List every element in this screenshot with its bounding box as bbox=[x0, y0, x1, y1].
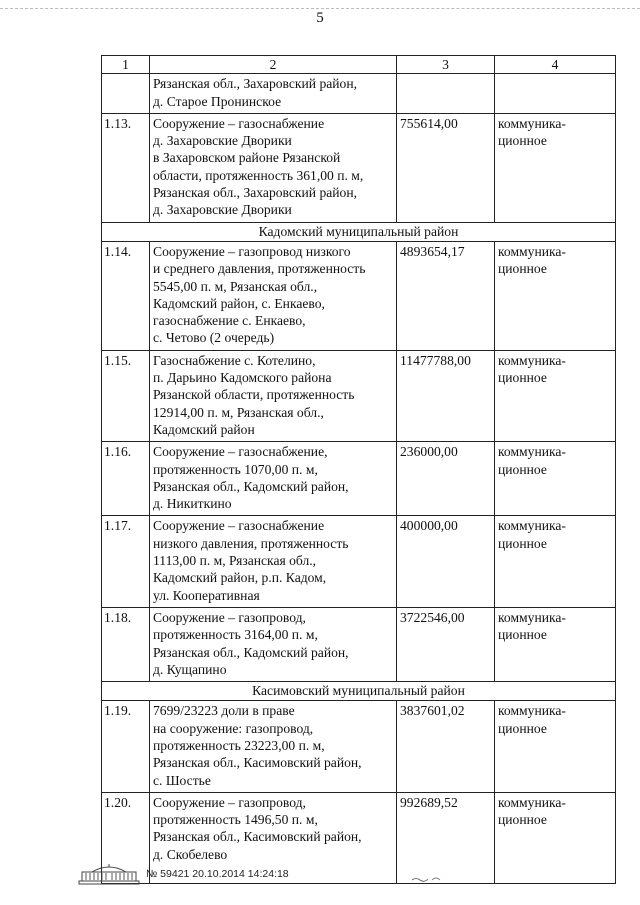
row-number: 1.13. bbox=[102, 113, 150, 222]
section-title: Касимовский муниципальный район bbox=[102, 682, 616, 701]
row-value: 4893654,17 bbox=[397, 241, 495, 350]
section-header-row bbox=[102, 222, 616, 241]
row-description: Сооружение – газопровод, протяженность 1496,50 п. м, Рязанская обл., Касимовский район, д. Скобелево bbox=[150, 792, 397, 883]
column-header: 3 bbox=[397, 56, 495, 74]
row-description: 7699/23223 доли в праве на сооружение: газопровод, протяженность 23223,00 п. м, Рязанская обл., Касимовский район, с. Шостье bbox=[150, 701, 397, 792]
table-row bbox=[102, 74, 616, 114]
table-row bbox=[102, 113, 616, 222]
table-row bbox=[102, 241, 616, 350]
row-value: 3722546,00 bbox=[397, 607, 495, 681]
section-title: Кадомский муниципальный район bbox=[102, 222, 616, 241]
row-description: Сооружение – газопровод низкого и среднего давления, протяженность 5545,00 п. м, Рязанская обл., Кадомский район, с. Енкаево, газоснабжение с. Енкаево, с. Четово (2 очередь) bbox=[150, 241, 397, 350]
page-number: 5 bbox=[316, 10, 324, 26]
row-type: коммуника- ционное bbox=[495, 516, 616, 607]
page-top-rule bbox=[0, 8, 640, 9]
row-type: коммуника- ционное bbox=[495, 113, 616, 222]
government-building-icon bbox=[78, 862, 140, 886]
table-row bbox=[102, 701, 616, 792]
row-value: 400000,00 bbox=[397, 516, 495, 607]
row-number: 1.15. bbox=[102, 350, 150, 441]
row-value: 236000,00 bbox=[397, 442, 495, 516]
row-number: 1.17. bbox=[102, 516, 150, 607]
row-type: коммуника- ционное bbox=[495, 442, 616, 516]
row-type: коммуника- ционное bbox=[495, 241, 616, 350]
table-row bbox=[102, 516, 616, 607]
row-value: 11477788,00 bbox=[397, 350, 495, 441]
row-number: 1.18. bbox=[102, 607, 150, 681]
row-number: 1.20. bbox=[102, 792, 150, 883]
row-value: 992689,52 bbox=[397, 792, 495, 883]
row-type: коммуника- ционное bbox=[495, 350, 616, 441]
row-number: 1.19. bbox=[102, 701, 150, 792]
column-header: 1 bbox=[102, 56, 150, 74]
row-number bbox=[102, 74, 150, 114]
row-type: коммуника- ционное bbox=[495, 701, 616, 792]
column-header: 4 bbox=[495, 56, 616, 74]
row-value bbox=[397, 74, 495, 114]
row-number: 1.16. bbox=[102, 442, 150, 516]
row-description: Сооружение – газопровод, протяженность 3164,00 п. м, Рязанская обл., Кадомский район, д. Кущапино bbox=[150, 607, 397, 681]
row-value: 755614,00 bbox=[397, 113, 495, 222]
row-description: Сооружение – газоснабжение низкого давления, протяженность 1113,00 п. м, Рязанская обл., Кадомский район, р.п. Кадом, ул. Кооперативная bbox=[150, 516, 397, 607]
table-row bbox=[102, 442, 616, 516]
row-type: коммуника- ционное bbox=[495, 792, 616, 883]
row-description: Сооружение – газоснабжение д. Захаровские Дворики в Захаровском районе Рязанской области, протяженность 361,00 п. м, Рязанская обл., Захаровский район, д. Захаровские Дворики bbox=[150, 113, 397, 222]
property-table bbox=[101, 55, 616, 884]
row-number: 1.14. bbox=[102, 241, 150, 350]
table-header-row bbox=[102, 56, 616, 74]
row-value: 3837601,02 bbox=[397, 701, 495, 792]
handwritten-mark bbox=[410, 874, 446, 884]
row-description: Газоснабжение с. Котелино, п. Дарьино Кадомского района Рязанской области, протяженность 12914,00 п. м, Рязанская обл., Кадомский район bbox=[150, 350, 397, 441]
row-type bbox=[495, 74, 616, 114]
registration-stamp: № 59421 20.10.2014 14:24:18 bbox=[146, 868, 289, 880]
section-header-row bbox=[102, 682, 616, 701]
row-description: Рязанская обл., Захаровский район, д. Старое Пронинское bbox=[150, 74, 397, 114]
row-description: Сооружение – газоснабжение, протяженность 1070,00 п. м, Рязанская обл., Кадомский район, д. Никиткино bbox=[150, 442, 397, 516]
table-row bbox=[102, 350, 616, 441]
table-row bbox=[102, 607, 616, 681]
row-type: коммуника- ционное bbox=[495, 607, 616, 681]
column-header: 2 bbox=[150, 56, 397, 74]
